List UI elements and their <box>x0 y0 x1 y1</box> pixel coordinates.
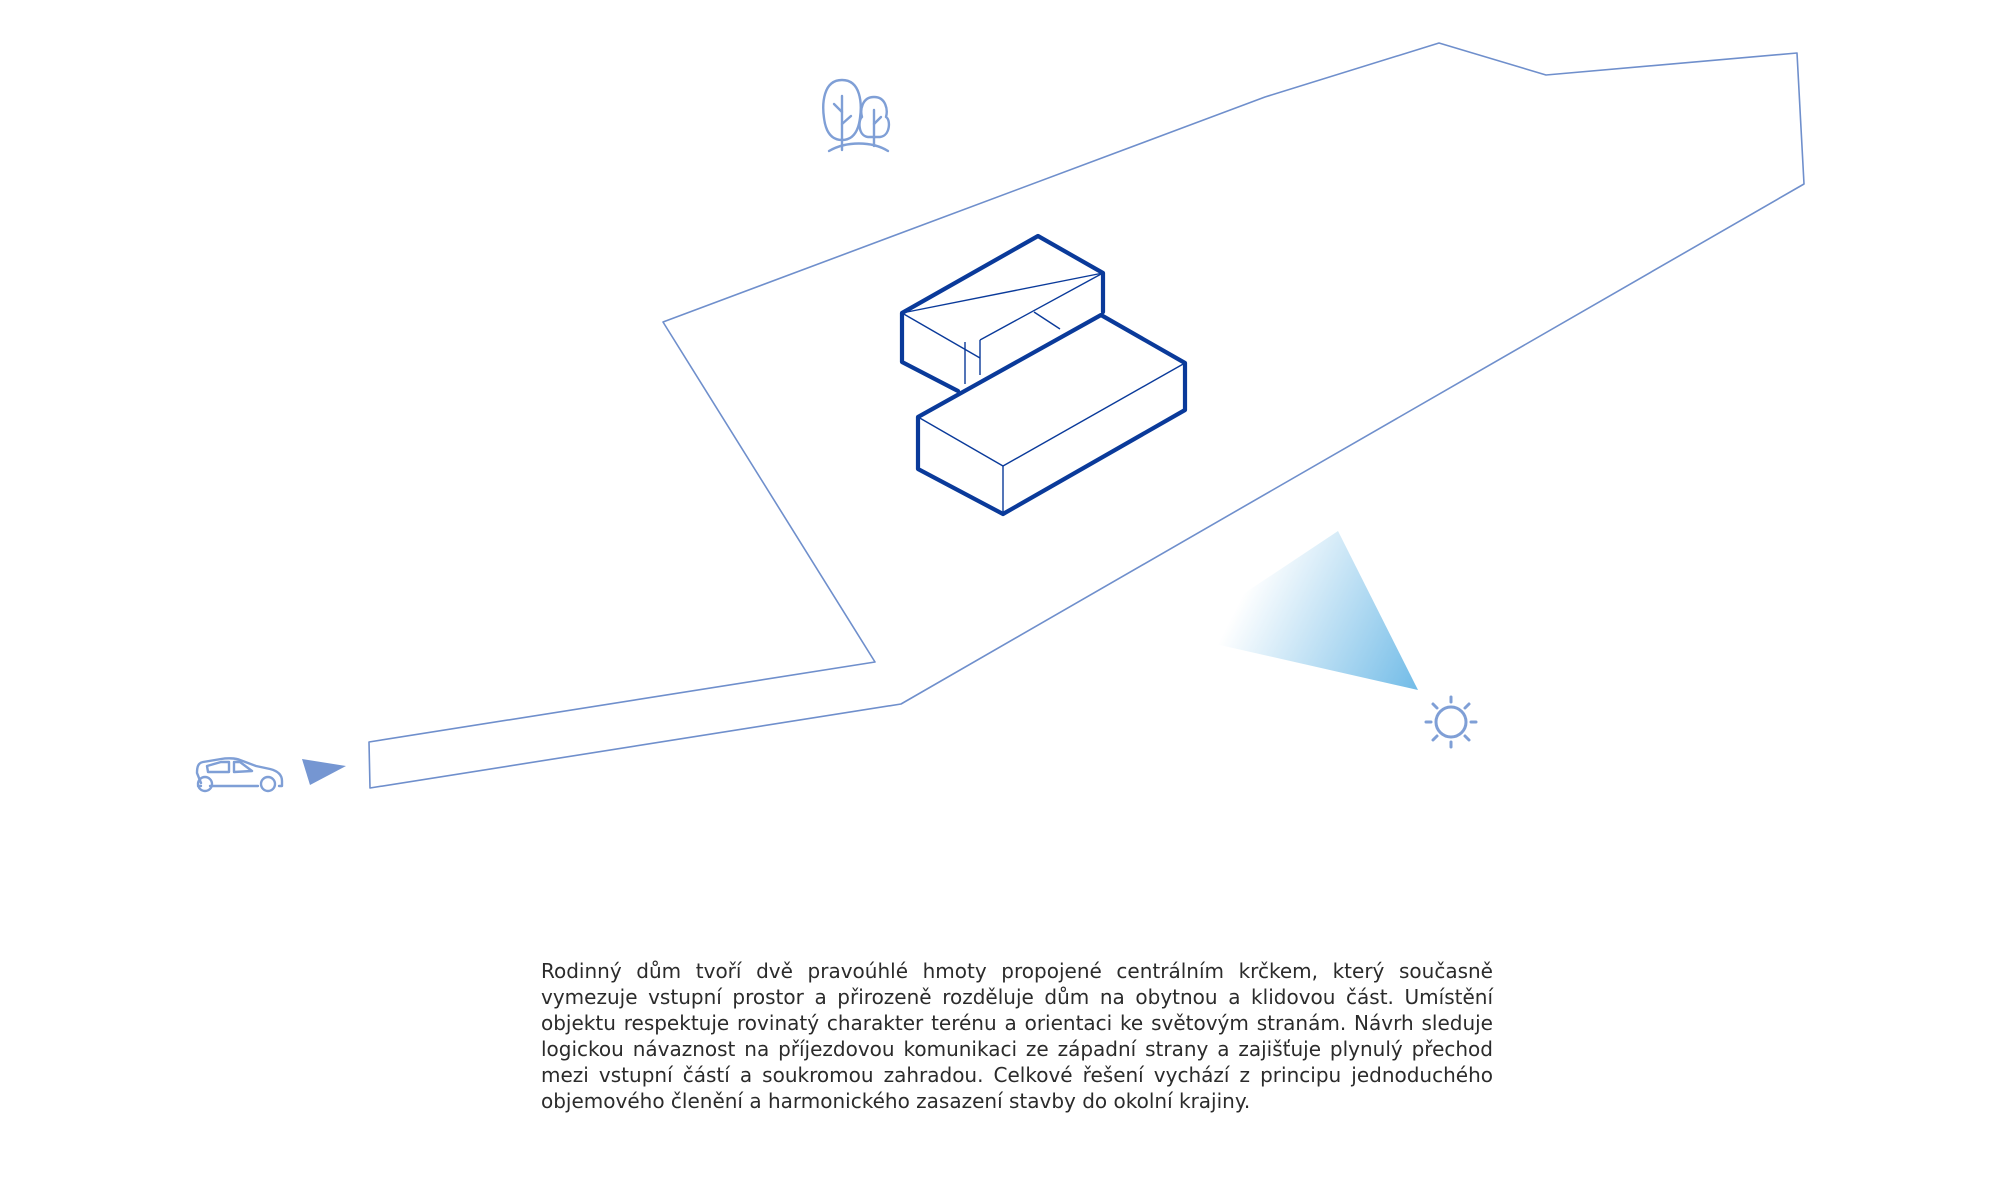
trees-icon <box>823 80 889 151</box>
sun-icon <box>1426 697 1476 747</box>
sun-light-cone <box>1180 531 1418 690</box>
site-boundary <box>369 43 1804 788</box>
car-icon <box>197 758 282 791</box>
description-text: Rodinný dům tvoří dvě pravoúhlé hmoty propojené centrálním krčkem, který současně vymezuje vstupní prostor a přirozeně rozděluje dům na obytnou a klidovou část. Umístění objektu respektuje rovinatý charakter terénu a orientaci ke světovým stranám. Návrh sleduje logickou návaznost na příjezdovou komunikaci ze západní strany a zajišťuje plynulý přechod mezi vstupní částí a soukromou zahradou. Celkové řešení vychází z principu jednoduchého objemového členění a harmonického zasazení stavby do okolní krajiny. <box>541 959 1493 1113</box>
access-arrow-icon <box>302 759 346 785</box>
building-volumes <box>902 236 1185 514</box>
